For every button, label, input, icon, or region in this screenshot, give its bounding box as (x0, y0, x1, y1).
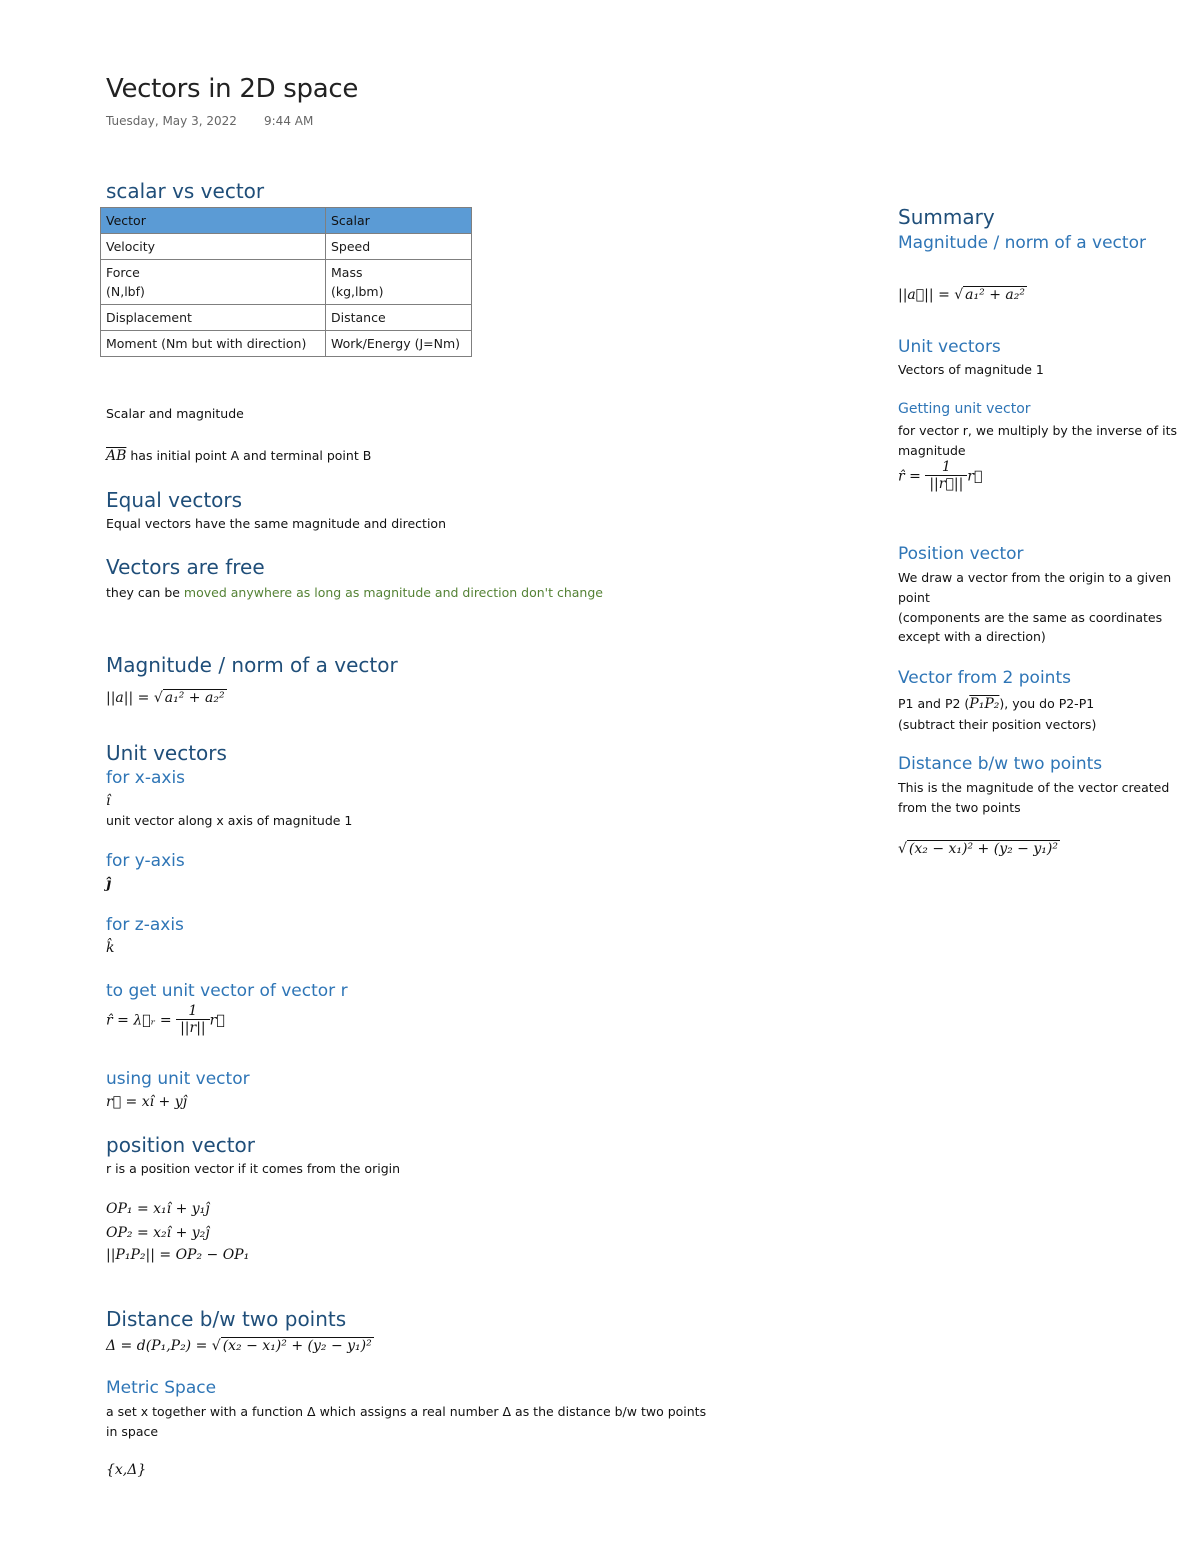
summary-position-text-3: (components are the same as coordinates (898, 610, 1163, 625)
position-formula-3: ||P₁P₂|| = OP₂ − OP₁ (106, 1247, 250, 1263)
z-axis-heading: for z-axis (106, 915, 184, 935)
vectors-free-highlight: moved anywhere as long as magnitude and direction don't change (183, 585, 603, 600)
table-row (101, 234, 472, 260)
get-unit-vector-heading: to get unit vector of vector r (106, 981, 348, 1001)
magnitude-heading: Magnitude / norm of a vector (106, 653, 398, 677)
unit-vectors-heading: Unit vectors (106, 741, 227, 765)
vectors-free-heading: Vectors are free (106, 555, 265, 579)
get-unit-rhs: r⃗ (209, 1012, 225, 1029)
vector-from-2-points-text-1 (898, 694, 1094, 714)
position-formula-1: OP₁ = x₁î + y₁ĵ (106, 1201, 210, 1217)
x-axis-heading: for x-axis (106, 768, 186, 788)
equal-vectors-heading: Equal vectors (106, 488, 243, 512)
metric-space-text-2: in space (106, 1424, 159, 1439)
using-unit-vector-formula: r⃗ = xî + yĵ (106, 1094, 187, 1110)
table-row (101, 305, 472, 331)
cell-line: Force (106, 265, 140, 280)
page-time: 9:44 AM (264, 114, 314, 128)
from2-text-c: ), you do P2-P1 (999, 696, 1095, 711)
table-cell: Work/Energy (J=Nm) (326, 331, 472, 357)
cell-line: Mass (331, 265, 363, 280)
getting-unit-rhs: r⃗ (967, 468, 983, 485)
ab-vector-text: has initial point A and terminal point B (126, 448, 372, 463)
ab-vector-symbol: $\overline{AB}$ (106, 448, 127, 464)
table-row (101, 331, 472, 357)
ab-vector-line (106, 446, 371, 466)
summary-position-text-1: We draw a vector from the origin to a given (898, 570, 1172, 585)
table-row (101, 260, 472, 305)
summary-distance-radicand: (x₂ − x₁)² + (y₂ − y₁)² (908, 841, 1058, 857)
summary-unit-heading: Unit vectors (898, 337, 1001, 357)
getting-unit-heading: Getting unit vector (898, 401, 1031, 417)
get-unit-vector-formula (106, 1004, 225, 1037)
k-hat-symbol: k̂ (106, 940, 115, 956)
vectors-free-text (106, 583, 603, 603)
distance-formula: Δ = d(P₁,P₂) = √ (x₂ − x₁)² + (y₂ − y₁)² (106, 1338, 372, 1354)
position-vector-text: r is a position vector if it comes from the origin (106, 1161, 401, 1176)
summary-unit-text: Vectors of magnitude 1 (898, 362, 1044, 377)
table-header-cell: Vector (101, 208, 326, 234)
from2-text-a: P1 and P2 ( (898, 696, 970, 711)
from2-vector-symbol: P₁P₂ (969, 696, 1000, 712)
distance-formula-rhs: (x₂ − x₁)² + (y₂ − y₁)² (222, 1338, 372, 1354)
summary-distance-text-2: from the two points (898, 800, 1021, 815)
table-cell (326, 260, 472, 305)
getting-unit-text-2: magnitude (898, 443, 966, 458)
magnitude-formula-lhs: ||a|| = (106, 690, 154, 706)
table-header-row (101, 208, 472, 234)
fraction-denominator: ||r⃗|| (929, 476, 964, 492)
summary-position-text-2: point (898, 590, 930, 605)
equal-vectors-text: Equal vectors have the same magnitude and direction (106, 516, 446, 531)
i-hat-symbol: î (106, 793, 111, 809)
summary-magnitude-rhs: a₁² + a₂² (965, 287, 1025, 303)
table-cell: Moment (Nm but with direction) (101, 331, 326, 357)
getting-unit-formula (898, 460, 982, 493)
distance-formula-lhs: Δ = d(P₁,P₂) = (106, 1338, 212, 1354)
summary-distance-heading: Distance b/w two points (898, 754, 1103, 774)
position-vector-heading: position vector (106, 1133, 256, 1157)
getting-unit-fraction (925, 460, 967, 493)
vector-from-2-points-heading: Vector from 2 points (898, 668, 1071, 688)
x-axis-text: unit vector along x axis of magnitude 1 (106, 813, 353, 828)
get-unit-fraction (176, 1004, 210, 1037)
position-formula-2: OP₂ = x₂î + y₂ĵ (106, 1225, 210, 1241)
table-cell: Velocity (101, 234, 326, 260)
summary-magnitude-heading: Magnitude / norm of a vector (898, 233, 1146, 253)
summary-heading: Summary (898, 205, 995, 229)
metric-space-heading: Metric Space (106, 1378, 217, 1398)
summary-distance-formula: √ (x₂ − x₁)² + (y₂ − y₁)² (898, 841, 1058, 857)
metric-space-formula: {x,Δ} (106, 1462, 147, 1478)
fraction-denominator: ||r|| (180, 1020, 206, 1036)
summary-distance-text-1: This is the magnitude of the vector created (898, 780, 1170, 795)
table-cell (101, 260, 326, 305)
fraction-numerator: 1 (925, 460, 967, 476)
fraction-numerator: 1 (176, 1004, 210, 1020)
page-title: Vectors in 2D space (106, 74, 359, 104)
j-hat-symbol: ĵ (106, 876, 112, 892)
page-date: Tuesday, May 3, 2022 (106, 114, 237, 128)
magnitude-formula: ||a|| = √ a₁² + a₂² (106, 690, 225, 706)
table-cell: Speed (326, 234, 472, 260)
metric-space-text-1: a set x together with a function Δ which assigns a real number Δ as the distance b/w two points (106, 1404, 707, 1419)
table-header-cell: Scalar (326, 208, 472, 234)
magnitude-formula-rhs: a₁² + a₂² (164, 690, 225, 706)
getting-unit-lhs: r̂ = (898, 468, 926, 485)
using-unit-vector-heading: using unit vector (106, 1069, 250, 1089)
table-cell: Displacement (101, 305, 326, 331)
vector-from-2-points-text-2: (subtract their position vectors) (898, 717, 1097, 732)
distance-heading: Distance b/w two points (106, 1307, 347, 1331)
summary-position-heading: Position vector (898, 544, 1024, 564)
vectors-free-prefix: they can be (106, 585, 184, 600)
y-axis-heading: for y-axis (106, 851, 185, 871)
get-unit-lhs: r̂ = λ⃗ᵣ = (106, 1012, 177, 1029)
summary-magnitude-formula: ||a⃗|| = √ a₁² + a₂² (898, 287, 1025, 303)
summary-magnitude-lhs: ||a⃗|| = (898, 287, 955, 303)
scalar-and-magnitude-text: Scalar and magnitude (106, 406, 244, 421)
cell-line: (kg,lbm) (331, 284, 384, 299)
getting-unit-text-1: for vector r, we multiply by the inverse of its (898, 423, 1177, 438)
scalar-vector-table (100, 207, 472, 357)
summary-position-text-4: except with a direction) (898, 629, 1046, 644)
table-cell: Distance (326, 305, 472, 331)
scalar-vs-vector-heading: scalar vs vector (106, 179, 265, 203)
cell-line: (N,lbf) (106, 284, 145, 299)
